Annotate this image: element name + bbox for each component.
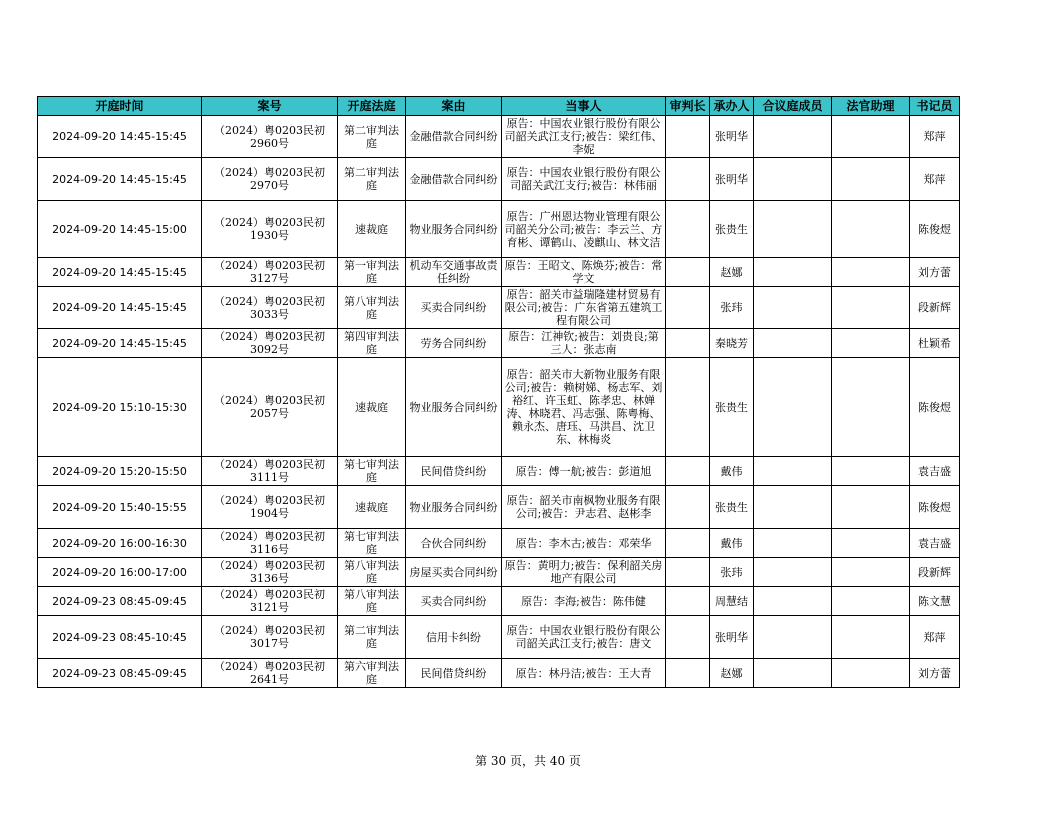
cell-cause-text: 机动车交通事故责任纠纷 — [409, 259, 498, 285]
cell-hearing-time — [38, 287, 202, 329]
cell-clerk — [910, 329, 960, 358]
cell-parties — [502, 457, 666, 486]
cell-hearing-time — [38, 329, 202, 358]
cell-cause-text: 物业服务合同纠纷 — [409, 500, 498, 514]
cell-hearing-time-text: 2024-09-20 14:45-15:45 — [52, 172, 187, 186]
cell-panel-members — [754, 659, 832, 688]
cell-judge-assistant — [832, 587, 910, 616]
cell-judge-assistant — [832, 258, 910, 287]
header-clerk: 书记员 — [910, 97, 960, 116]
cell-court-room — [338, 486, 406, 529]
cell-handler — [710, 287, 754, 329]
cell-panel-members — [754, 587, 832, 616]
cell-court-room — [338, 258, 406, 287]
cell-hearing-time — [38, 558, 202, 587]
cell-case-number-text: （2024）粤0203民初3121号 — [214, 588, 325, 614]
cell-court-room-text: 速裁庭 — [355, 222, 388, 236]
cell-parties-text: 原告：韶关市南枫物业服务有限公司;被告：尹志君、赵彬李 — [506, 494, 661, 520]
cell-case-number — [202, 587, 338, 616]
cell-hearing-time-text: 2024-09-20 15:40-15:55 — [52, 500, 187, 514]
cell-clerk-text: 陈俊煜 — [918, 222, 951, 236]
cell-hearing-time-text: 2024-09-23 08:45-10:45 — [52, 630, 187, 644]
cell-handler-text: 张明华 — [715, 630, 748, 644]
cell-presiding-judge — [666, 158, 710, 201]
cell-hearing-time — [38, 486, 202, 529]
cell-cause-text: 物业服务合同纠纷 — [409, 400, 498, 414]
cell-parties-text: 原告：黄明力;被告：保利韶关房地产有限公司 — [504, 559, 663, 585]
cell-case-number-text: （2024）粤0203民初3136号 — [214, 559, 325, 585]
cell-hearing-time-text: 2024-09-20 14:45-15:45 — [52, 265, 187, 279]
cell-panel-members — [754, 116, 832, 158]
cell-case-number — [202, 201, 338, 258]
cell-parties — [502, 329, 666, 358]
cell-case-number — [202, 329, 338, 358]
cell-cause — [406, 529, 502, 558]
cell-cause-text: 合伙合同纠纷 — [420, 536, 487, 550]
header-case-number: 案号 — [202, 97, 338, 116]
table-row — [38, 158, 960, 201]
cell-clerk-text: 刘方蕾 — [918, 265, 951, 279]
cell-hearing-time — [38, 587, 202, 616]
cell-hearing-time — [38, 116, 202, 158]
cell-handler-text: 戴伟 — [720, 464, 743, 478]
cell-parties — [502, 486, 666, 529]
page-number: 第 30 页，共 40 页 — [475, 754, 581, 768]
cell-parties-text: 原告：李海;被告：陈伟健 — [521, 594, 646, 608]
cell-parties-text: 原告：中国农业银行股份有限公司韶关武江支行;被告：林伟丽 — [506, 166, 661, 192]
cell-handler — [710, 457, 754, 486]
cell-parties-text: 原告：韶关市大新物业服务有限公司;被告：赖树娣、杨志军、刘裕红、许玉虹、陈孝忠、林婵涛、林晓君、冯志强、陈粤梅、赖永杰、唐珏、马洪昌、沈卫东、林梅炎 — [504, 368, 663, 446]
cell-parties-text: 原告：李木古;被告：邓荣华 — [515, 536, 652, 550]
cell-handler — [710, 616, 754, 659]
cell-parties-text: 原告：中国农业银行股份有限公司韶关武江支行;被告：梁红伟、李妮 — [504, 117, 663, 156]
cell-hearing-time-text: 2024-09-20 14:45-15:45 — [52, 301, 187, 314]
cell-court-room — [338, 287, 406, 329]
cell-cause — [406, 486, 502, 529]
cell-cause — [406, 558, 502, 587]
cell-cause — [406, 329, 502, 358]
cell-hearing-time — [38, 457, 202, 486]
cell-court-room — [338, 358, 406, 457]
cell-court-room — [338, 558, 406, 587]
cell-court-room — [338, 201, 406, 258]
cell-handler — [710, 587, 754, 616]
cell-court-room-text: 第二审判法庭 — [344, 166, 399, 192]
cell-panel-members — [754, 486, 832, 529]
cell-presiding-judge — [666, 329, 710, 358]
cell-hearing-time-text: 2024-09-20 16:00-16:30 — [52, 536, 187, 550]
cell-cause — [406, 616, 502, 659]
cell-court-room-text: 第八审判法庭 — [344, 294, 399, 321]
cell-case-number-text: （2024）粤0203民初2057号 — [214, 394, 325, 420]
cell-handler — [710, 258, 754, 287]
cell-handler — [710, 158, 754, 201]
cell-parties — [502, 201, 666, 258]
cell-hearing-time-text: 2024-09-20 14:45-15:45 — [52, 336, 187, 350]
cell-clerk-text: 陈俊煜 — [918, 500, 951, 514]
table-row — [38, 616, 960, 659]
cell-handler-text: 张玮 — [720, 301, 743, 314]
cell-parties — [502, 558, 666, 587]
header-cause: 案由 — [406, 97, 502, 116]
cell-handler-text: 张明华 — [715, 130, 748, 143]
cell-case-number — [202, 616, 338, 659]
cell-cause — [406, 358, 502, 457]
cell-panel-members — [754, 529, 832, 558]
cell-handler-text: 张贵生 — [715, 500, 748, 514]
table-row — [38, 486, 960, 529]
cell-clerk — [910, 158, 960, 201]
table-row — [38, 329, 960, 358]
table-row — [38, 201, 960, 258]
cell-handler — [710, 358, 754, 457]
cell-hearing-time-text: 2024-09-23 08:45-09:45 — [52, 666, 187, 680]
cell-court-room — [338, 116, 406, 158]
cell-clerk-text: 郑萍 — [923, 130, 946, 143]
cell-case-number — [202, 529, 338, 558]
cell-parties — [502, 358, 666, 457]
cell-parties — [502, 287, 666, 329]
cell-hearing-time — [38, 258, 202, 287]
table-row — [38, 558, 960, 587]
cell-panel-members — [754, 258, 832, 287]
cell-parties — [502, 258, 666, 287]
cell-cause — [406, 587, 502, 616]
cell-parties-text: 原告：傅一航;被告：彭道旭 — [515, 464, 652, 478]
cell-case-number — [202, 486, 338, 529]
cell-judge-assistant — [832, 558, 910, 587]
cell-clerk — [910, 659, 960, 688]
cell-case-number-text: （2024）粤0203民初1930号 — [214, 216, 325, 242]
cell-presiding-judge — [666, 457, 710, 486]
cell-presiding-judge — [666, 659, 710, 688]
cell-clerk-text: 郑萍 — [923, 172, 946, 186]
cell-handler — [710, 529, 754, 558]
cell-handler-text: 张贵生 — [715, 400, 748, 414]
cell-clerk-text: 段新辉 — [918, 565, 951, 579]
cell-cause — [406, 201, 502, 258]
cell-cause-text: 金融借款合同纠纷 — [409, 172, 498, 186]
table-row — [38, 529, 960, 558]
cell-handler — [710, 486, 754, 529]
cell-judge-assistant — [832, 158, 910, 201]
cell-case-number-text: （2024）粤0203民初3017号 — [214, 624, 325, 650]
cell-court-room-text: 速裁庭 — [355, 400, 388, 414]
cell-parties — [502, 158, 666, 201]
cell-cause — [406, 457, 502, 486]
table-row — [38, 358, 960, 457]
cell-presiding-judge — [666, 358, 710, 457]
cell-court-room-text: 第六审判法庭 — [344, 660, 399, 686]
table-row — [38, 587, 960, 616]
cell-clerk-text: 陈俊煜 — [918, 400, 951, 414]
cell-clerk — [910, 529, 960, 558]
cell-case-number — [202, 258, 338, 287]
cell-hearing-time-text: 2024-09-20 16:00-17:00 — [52, 565, 187, 579]
table-row — [38, 287, 960, 329]
cell-cause-text: 民间借贷纠纷 — [420, 666, 487, 680]
cell-presiding-judge — [666, 587, 710, 616]
cell-court-room — [338, 616, 406, 659]
cell-handler — [710, 558, 754, 587]
cell-parties — [502, 116, 666, 158]
cell-presiding-judge — [666, 529, 710, 558]
cell-panel-members — [754, 616, 832, 659]
cell-case-number — [202, 158, 338, 201]
cell-case-number — [202, 659, 338, 688]
cell-handler-text: 张明华 — [715, 172, 748, 186]
header-handler: 承办人 — [710, 97, 754, 116]
cell-hearing-time-text: 2024-09-23 08:45-09:45 — [52, 594, 187, 608]
cell-clerk — [910, 287, 960, 329]
cell-case-number — [202, 457, 338, 486]
cell-handler-text: 戴伟 — [720, 536, 743, 550]
cell-case-number-text: （2024）粤0203民初3111号 — [214, 458, 325, 484]
cell-hearing-time — [38, 659, 202, 688]
cell-cause-text: 信用卡纠纷 — [426, 630, 481, 644]
cell-court-room — [338, 659, 406, 688]
cell-clerk-text: 段新辉 — [918, 301, 951, 314]
cell-clerk-text: 陈文慧 — [918, 594, 951, 608]
cell-handler-text: 秦晓芳 — [715, 336, 748, 350]
cell-presiding-judge — [666, 287, 710, 329]
cell-court-room-text: 速裁庭 — [355, 500, 388, 514]
cell-clerk — [910, 258, 960, 287]
cell-hearing-time — [38, 158, 202, 201]
cell-case-number — [202, 116, 338, 158]
cell-judge-assistant — [832, 116, 910, 158]
cell-presiding-judge — [666, 201, 710, 258]
cell-cause-text: 买卖合同纠纷 — [420, 301, 487, 314]
cell-clerk-text: 杜颖希 — [918, 336, 951, 350]
header-court-room: 开庭法庭 — [338, 97, 406, 116]
header-hearing-time: 开庭时间 — [38, 97, 202, 116]
cell-court-room-text: 第八审判法庭 — [344, 559, 399, 585]
cell-court-room-text: 第一审判法庭 — [344, 259, 399, 285]
cell-cause-text: 物业服务合同纠纷 — [409, 222, 498, 236]
cell-clerk — [910, 587, 960, 616]
cell-cause-text: 房屋买卖合同纠纷 — [409, 565, 498, 579]
table-row — [38, 659, 960, 688]
cell-cause — [406, 116, 502, 158]
cell-cause — [406, 258, 502, 287]
cell-case-number — [202, 558, 338, 587]
cell-parties-text: 原告：韶关市益瑞隆建材贸易有限公司;被告：广东省第五建筑工程有限公司 — [504, 288, 663, 327]
cell-cause — [406, 158, 502, 201]
cell-case-number-text: （2024）粤0203民初3127号 — [214, 259, 325, 285]
cell-parties — [502, 659, 666, 688]
cell-clerk-text: 刘方蕾 — [918, 666, 951, 680]
table-header-row — [38, 97, 960, 116]
cell-hearing-time-text: 2024-09-20 14:45-15:00 — [52, 222, 187, 236]
cell-court-room — [338, 329, 406, 358]
cell-case-number — [202, 358, 338, 457]
cell-judge-assistant — [832, 329, 910, 358]
cell-judge-assistant — [832, 529, 910, 558]
cell-clerk — [910, 201, 960, 258]
cell-handler-text: 赵娜 — [720, 666, 743, 680]
cell-panel-members — [754, 358, 832, 457]
cell-judge-assistant — [832, 659, 910, 688]
table-body — [38, 116, 960, 688]
cell-case-number-text: （2024）粤0203民初1904号 — [214, 494, 325, 520]
cell-court-room-text: 第八审判法庭 — [344, 588, 399, 614]
cell-hearing-time-text: 2024-09-20 15:20-15:50 — [52, 464, 187, 478]
cell-cause-text: 金融借款合同纠纷 — [409, 130, 498, 143]
cell-hearing-time — [38, 358, 202, 457]
cell-panel-members — [754, 201, 832, 258]
cell-judge-assistant — [832, 201, 910, 258]
cell-handler — [710, 329, 754, 358]
cell-court-room-text: 第四审判法庭 — [344, 330, 399, 356]
cell-panel-members — [754, 287, 832, 329]
cell-panel-members — [754, 329, 832, 358]
cell-court-room-text: 第七审判法庭 — [344, 530, 399, 556]
cell-clerk-text: 郑萍 — [923, 630, 946, 644]
cell-clerk — [910, 116, 960, 158]
cell-judge-assistant — [832, 358, 910, 457]
cell-handler — [710, 201, 754, 258]
header-presiding-judge: 审判长 — [666, 97, 710, 116]
cell-panel-members — [754, 558, 832, 587]
cell-hearing-time — [38, 529, 202, 558]
cell-parties-text: 原告：江神钦;被告：刘贵良;第三人：张志南 — [508, 330, 659, 356]
cell-presiding-judge — [666, 258, 710, 287]
cell-court-room — [338, 529, 406, 558]
cell-presiding-judge — [666, 116, 710, 158]
cell-clerk — [910, 358, 960, 457]
cell-judge-assistant — [832, 287, 910, 329]
cell-hearing-time-text: 2024-09-20 14:45-15:45 — [52, 130, 187, 143]
cell-judge-assistant — [832, 486, 910, 529]
cell-case-number-text: （2024）粤0203民初2960号 — [214, 123, 325, 150]
cell-presiding-judge — [666, 616, 710, 659]
cell-case-number-text: （2024）粤0203民初3092号 — [214, 330, 325, 356]
cell-parties-text: 原告：王昭文、陈焕芬;被告：常学文 — [504, 259, 663, 285]
cell-case-number-text: （2024）粤0203民初3033号 — [214, 294, 325, 321]
cell-hearing-time-text: 2024-09-20 15:10-15:30 — [52, 400, 187, 414]
cell-case-number-text: （2024）粤0203民初2970号 — [214, 166, 325, 192]
cell-court-room — [338, 158, 406, 201]
cell-parties — [502, 529, 666, 558]
cell-clerk — [910, 457, 960, 486]
header-panel-members: 合议庭成员 — [754, 97, 832, 116]
cell-parties — [502, 587, 666, 616]
table-row — [38, 258, 960, 287]
cell-hearing-time — [38, 201, 202, 258]
cell-court-room-text: 第七审判法庭 — [344, 458, 399, 484]
cell-panel-members — [754, 457, 832, 486]
table-row — [38, 116, 960, 158]
cell-parties-text: 原告：中国农业银行股份有限公司韶关武江支行;被告：唐文 — [506, 624, 661, 650]
cell-clerk-text: 袁吉盛 — [918, 464, 951, 478]
cell-cause-text: 买卖合同纠纷 — [420, 594, 487, 608]
cell-cause-text: 劳务合同纠纷 — [420, 336, 487, 350]
header-judge-assistant: 法官助理 — [832, 97, 910, 116]
cell-handler-text: 张贵生 — [715, 222, 748, 236]
cell-case-number-text: （2024）粤0203民初2641号 — [214, 660, 325, 686]
cell-clerk — [910, 616, 960, 659]
cell-presiding-judge — [666, 558, 710, 587]
cell-handler-text: 周慧结 — [715, 594, 748, 608]
cell-cause — [406, 659, 502, 688]
table-row — [38, 457, 960, 486]
cell-handler — [710, 116, 754, 158]
cell-clerk-text: 袁吉盛 — [918, 536, 951, 550]
cell-case-number-text: （2024）粤0203民初3116号 — [214, 530, 325, 556]
cell-hearing-time — [38, 616, 202, 659]
cell-handler — [710, 659, 754, 688]
cell-court-room-text: 第二审判法庭 — [344, 123, 399, 150]
cell-presiding-judge — [666, 486, 710, 529]
cell-parties-text: 原告：林丹洁;被告：王大青 — [515, 666, 652, 680]
cell-case-number — [202, 287, 338, 329]
cell-court-room-text: 第二审判法庭 — [344, 624, 399, 650]
cell-parties-text: 原告：广州恩达物业管理有限公司韶关分公司;被告：李云兰、方育彬、谭鹤山、凌麒山、林文洁 — [504, 209, 663, 249]
cell-clerk — [910, 558, 960, 587]
cell-parties — [502, 616, 666, 659]
hearing-schedule-table — [37, 96, 960, 688]
cell-handler-text: 张玮 — [720, 565, 743, 579]
cell-court-room — [338, 587, 406, 616]
cell-cause — [406, 287, 502, 329]
cell-judge-assistant — [832, 616, 910, 659]
cell-panel-members — [754, 158, 832, 201]
cell-clerk — [910, 486, 960, 529]
cell-cause-text: 民间借贷纠纷 — [420, 464, 487, 478]
header-parties: 当事人 — [502, 97, 666, 116]
cell-judge-assistant — [832, 457, 910, 486]
cell-court-room — [338, 457, 406, 486]
cell-handler-text: 赵娜 — [720, 265, 743, 279]
